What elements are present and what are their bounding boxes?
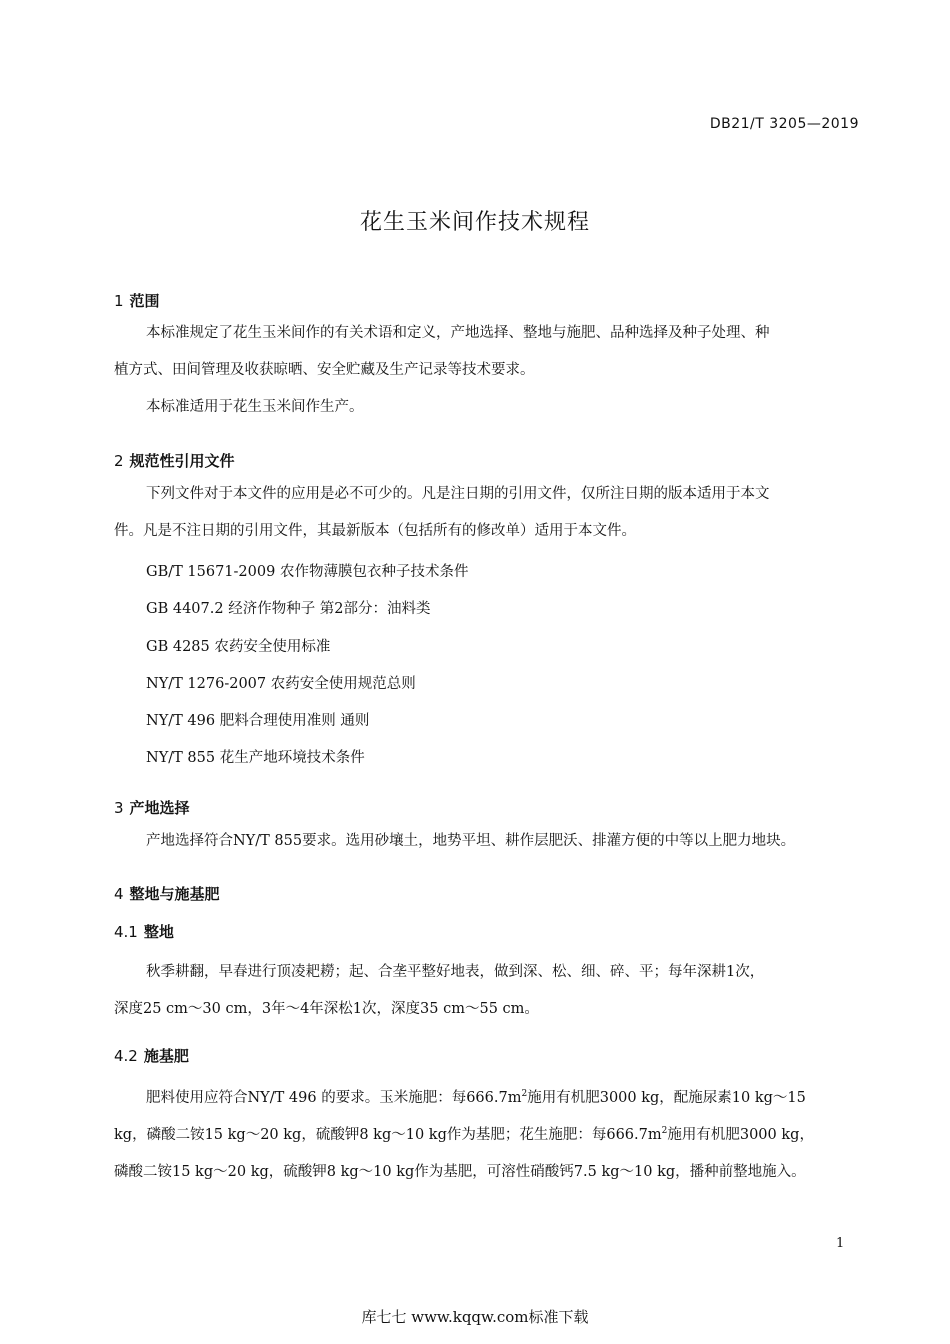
paragraph-line: 本标准规定了花生玉米间作的有关术语和定义，产地选择、整地与施肥、品种选择及种子处理、种 [146, 325, 770, 341]
superscript: 2 [521, 1089, 528, 1100]
section-2-heading [114, 450, 235, 471]
reference-item: GB 4285 农药安全使用标准 [146, 639, 331, 655]
reference-item: NY/T 855 花生产地环境技术条件 [146, 750, 365, 766]
text-run: 施用有机肥3000 kg， [667, 1127, 814, 1143]
section-4-heading [114, 883, 220, 904]
text-run: kg，磷酸二铵15 kg～20 kg，硫酸钾8 kg～10 kg作为基肥；花生施肥：每666.7m [114, 1127, 662, 1143]
footer-watermark: 库七七 www.kqqw.com标准下载 [361, 1308, 589, 1326]
paragraph-line: 磷酸二铵15 kg～20 kg，硫酸钾8 kg～10 kg作为基肥，可溶性硝酸钙7.5 kg～10 kg，播种前整地施入。 [114, 1164, 806, 1180]
standard-code: DB21/T 3205—2019 [709, 116, 859, 132]
paragraph-line: 件。凡是不注日期的引用文件，其最新版本（包括所有的修改单）适用于本文件。 [114, 523, 636, 539]
paragraph-line: 本标准适用于花生玉米间作生产。 [146, 399, 364, 415]
paragraph-line: 秋季耕翻，早春进行顶凌耙耮；起、合垄平整好地表，做到深、松、细、碎、平；每年深耕1次， [146, 964, 765, 980]
document-title: 花生玉米间作技术规程 [359, 210, 590, 235]
subsection-4-2-heading [114, 1045, 189, 1066]
paragraph-line [146, 1080, 892, 1117]
paragraph-line: 产地选择符合NY/T 855要求。选用砂壤土，地势平坦、耕作层肥沃、排灌方便的中等以上肥力地块。 [146, 833, 796, 849]
section-title: 产地选择 [129, 799, 190, 817]
paragraph-line: 下列文件对于本文件的应用是必不可少的。凡是注日期的引用文件，仅所注日期的版本适用于本文 [146, 486, 770, 502]
paragraph-line: 深度25 cm～30 cm，3年～4年深松1次，深度35 cm～55 cm。 [114, 1001, 539, 1017]
page-number: 1 [836, 1236, 845, 1251]
section-number: 4 [114, 885, 124, 903]
section-title: 规范性引用文件 [129, 452, 235, 470]
superscript: 2 [661, 1126, 668, 1137]
reference-item: GB 4407.2 经济作物种子 第2部分：油料类 [146, 601, 431, 617]
reference-item: NY/T 1276-2007 农药安全使用规范总则 [146, 676, 416, 692]
reference-item: NY/T 496 肥料合理使用准则 通则 [146, 713, 370, 729]
paragraph-line [114, 1117, 860, 1154]
reference-item: GB/T 15671-2009 农作物薄膜包衣种子技术条件 [146, 564, 469, 580]
section-title: 整地与施基肥 [129, 885, 220, 903]
text-run: 施用有机肥3000 kg，配施尿素10 kg～15 [527, 1090, 806, 1106]
subsection-4-1-heading [114, 921, 174, 942]
section-title: 施基肥 [143, 1047, 189, 1065]
section-number: 4.2 [114, 1047, 138, 1065]
section-number: 2 [114, 452, 124, 470]
section-number: 1 [114, 292, 124, 310]
paragraph-line: 植方式、田间管理及收获晾晒、安全贮藏及生产记录等技术要求。 [114, 362, 535, 378]
section-number: 4.1 [114, 923, 138, 941]
section-number: 3 [114, 799, 124, 817]
section-3-heading [114, 797, 190, 818]
section-title: 整地 [143, 923, 174, 941]
section-title: 范围 [129, 292, 160, 310]
section-1-heading [114, 290, 160, 311]
text-run: 肥料使用应符合NY/T 496 的要求。玉米施肥：每666.7m [146, 1090, 522, 1106]
